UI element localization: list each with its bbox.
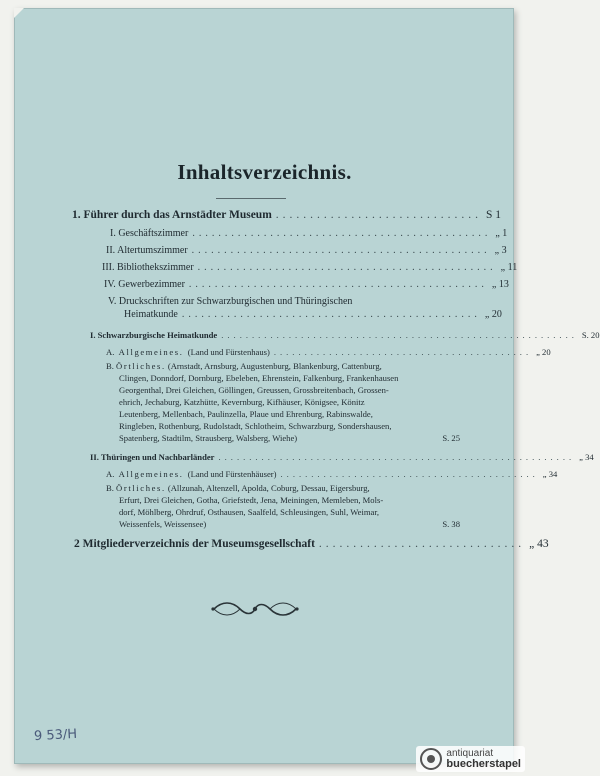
dot-leader: .............................................. [191,245,491,256]
toc-entry-page: „ 3 [494,245,507,256]
subsection-rest: (Land und Fürstenhaus) [187,347,270,357]
toc-entry-page: „ 43 [529,538,549,550]
place-list-line: Erfurt, Drei Gleichen, Gotha, Griefstedt, Jena, Meiningen, Memleben, Mols- [119,495,384,505]
dot-leader: .............................................. [181,309,481,320]
toc-entry-druckschriften [108,296,460,307]
section-heading-label: II. Thüringen und Nachbarländer [90,452,215,462]
section-heading-label: I. Schwarzburgische Heimatkunde [90,330,218,340]
place-list-line: Leutenberg, Mellenbach, Paulinzella, Plaue und Ehrenburg, Rabinswalde, [119,409,373,419]
subsection-page: S. 25 [442,433,460,443]
section-heading-schwarzburg [90,330,600,340]
dot-leader: .............................. [275,209,483,221]
section-heading-thueringen [90,452,594,462]
toc-entry-page: „ 1 [495,228,508,239]
subsection-page: S. 38 [442,519,460,529]
dot-leader: .............................................. [192,228,492,239]
watermark-line1: antiquariat [446,748,494,759]
place-list-line [106,360,460,372]
toc-entry-druckschriften-cont [124,309,502,320]
toc-entry-geschaeftszimmer [110,228,508,239]
place-list-line: ehrich, Jechaburg, Katzhütte, Kevernburg, Kifhäuser, Königsee, Könitz [119,397,365,407]
handwritten-annotation: 9 53/H [33,726,78,745]
place-list-line [106,482,460,494]
place-list-line: Clingen, Donndorf, Dornburg, Ebeleben, Ehrenstein, Falkenburg, Frankenhausen [119,373,399,383]
toc-entry-label: IV. Gewerbezimmer [104,279,185,290]
subsection-page: „ 34 [542,469,558,479]
toc-entry-label: 2 Mitgliederverzeichnis der Museumsgesellschaft [74,538,315,550]
dot-leader: .......................................................... [221,330,578,340]
subsection-prefix: A. [106,469,115,479]
toc-entry-page: „ 20 [484,309,502,320]
toc-entry-page: S 1 [486,209,502,221]
toc-entry-altertumszimmer [106,245,507,256]
place-list-line [106,432,460,444]
section-heading-page: „ 34 [579,452,594,462]
subsection-label [106,469,277,479]
watermark-logo-icon [420,748,442,770]
subsection-allgemeines-2 [106,469,558,479]
toc-entry-page: „ 11 [500,262,518,273]
toc-entry-museum-guide [72,209,502,221]
place-list-text: Weissenfels, Weissensee) [119,519,207,529]
subsection-rest: (Land und Fürstenhäuser) [187,469,277,479]
dot-leader: .......................................................... [218,452,576,462]
subsection-word: Örtliches. [116,361,166,371]
page-title: Inhaltsverzeichnis. [177,160,352,184]
place-list-line [106,518,460,530]
subsection-oertliches-1 [106,360,460,444]
subsection-word: Allgemeines. [118,469,184,479]
subsection-label [106,347,270,357]
subsection-prefix: A. [106,347,115,357]
subsection-word: Allgemeines. [118,347,184,357]
dot-leader: .......................................... [280,469,539,479]
toc-entry-mitgliederverzeichnis [74,538,549,550]
place-list-text: (Arnstadt, Arnsburg, Augustenburg, Blankenburg, Cattenburg, [167,361,382,371]
dot-leader: .............................................. [188,279,488,290]
page-corner [14,8,24,18]
toc-entry-gewerbezimmer [104,279,509,290]
place-list-line: Georgenthal, Drei Gleichen, Göllingen, Greussen, Grossbreitenbach, Grossen- [119,385,389,395]
subsection-word: Örtliches. [116,483,166,493]
watermark-text [446,748,521,770]
toc-entry-label: II. Altertumszimmer [106,245,188,256]
toc-entry-label: I. Geschäftszimmer [110,228,189,239]
dot-leader: .............................. [318,538,526,550]
toc-entry-label: Heimatkunde [124,309,178,320]
dot-leader: .............................................. [197,262,497,273]
watermark-line2: buecherstapel [446,758,521,770]
place-list-text: Spatenberg, Stadtilm, Strausberg, Walsberg, Wiehe) [119,433,298,443]
dot-leader: .......................................... [273,347,533,357]
toc-entry-label: III. Bibliothekszimmer [102,262,194,273]
subsection-allgemeines-1 [106,347,551,357]
toc-entry-page: „ 13 [491,279,509,290]
toc-entry-bibliothekszimmer [102,262,518,273]
toc-entry-label: V. Druckschriften zur Schwarzburgischen und Thüringischen [108,296,353,307]
place-list-line: dorf, Möhlberg, Ohrdruf, Osthausen, Saalfeld, Schleusingen, Suhl, Weimar, [119,507,379,517]
section-heading-page: S. 20 [581,330,600,340]
subsection-oertliches-2 [106,482,460,530]
place-list-line: Ringleben, Rothenburg, Rudolstadt, Schlotheim, Schwarzburg, Sondershausen, [119,421,392,431]
decorative-ornament [210,598,300,620]
toc-entry-label: 1. Führer durch das Arnstädter Museum [72,209,272,221]
subsection-prefix: B. [106,483,114,493]
place-list-text: (Allzunah, Altenzell, Apolda, Coburg, Dessau, Eigersburg, [167,483,370,493]
title-divider [216,198,286,199]
subsection-page: „ 20 [536,347,551,357]
watermark [416,746,525,772]
subsection-prefix: B. [106,361,114,371]
